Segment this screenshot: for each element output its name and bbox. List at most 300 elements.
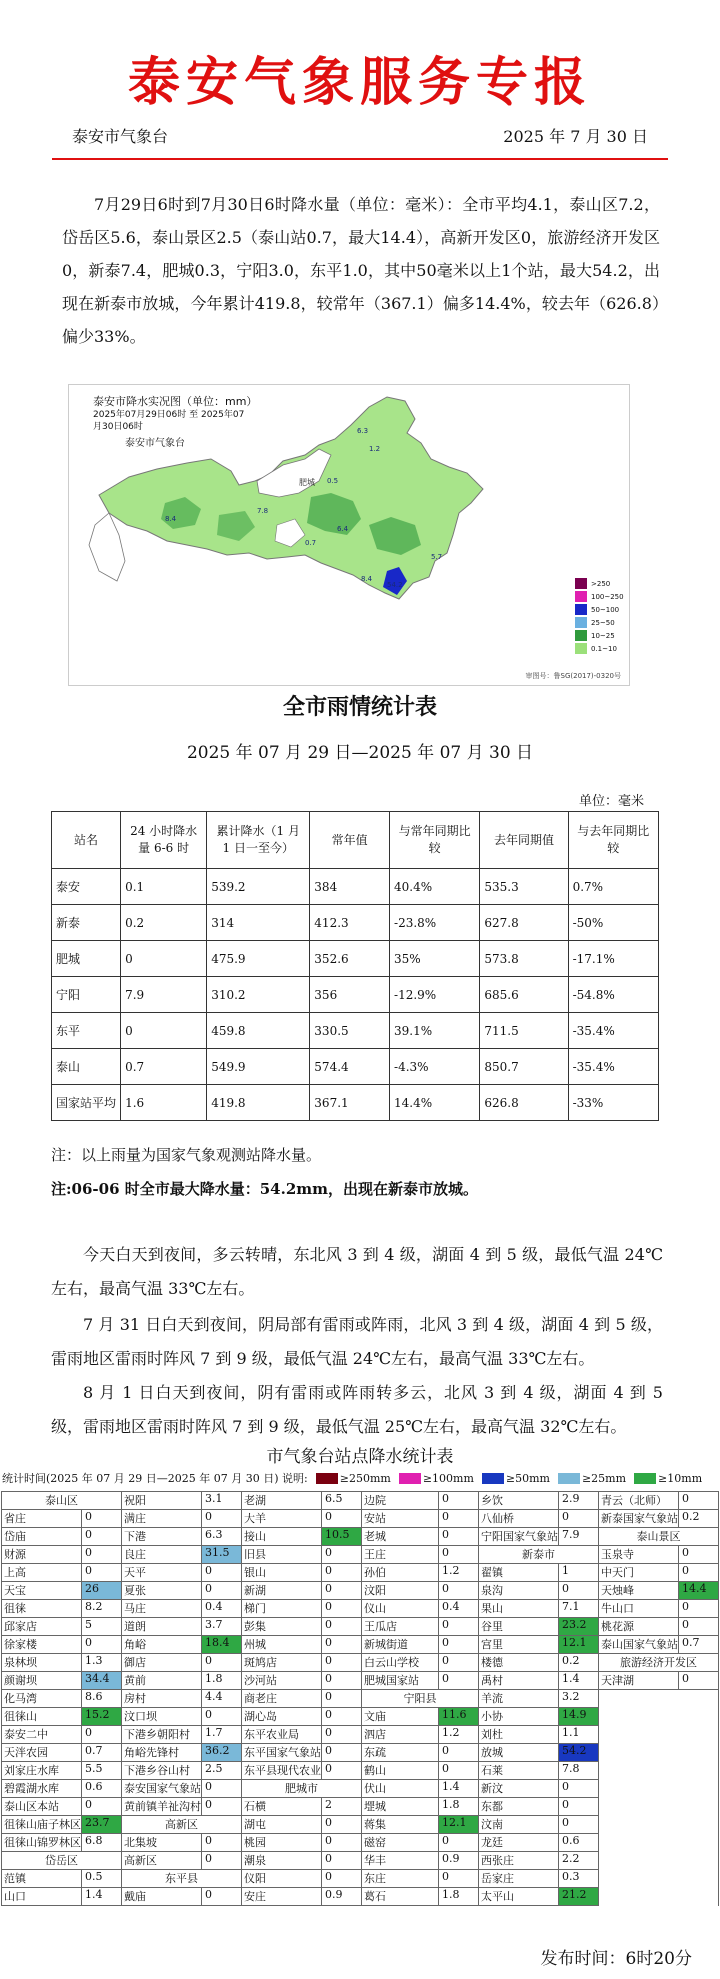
station-table xyxy=(1,1491,719,1906)
station-value: 2 xyxy=(325,1798,332,1811)
station-row xyxy=(479,1870,598,1888)
precip-map xyxy=(68,384,630,686)
rain-table-cell: 新泰 xyxy=(52,905,121,941)
station-name: 天宝 xyxy=(2,1582,82,1599)
station-row xyxy=(122,1690,241,1708)
station-value: 12.1 xyxy=(559,1636,598,1653)
station-name: 颜谢坝 xyxy=(2,1672,82,1689)
map-value-label: 0.7 xyxy=(305,539,317,547)
station-value: 0 xyxy=(205,1708,212,1721)
station-value: 0 xyxy=(325,1654,332,1667)
station-value: 0 xyxy=(442,1528,449,1541)
station-value: 0.5 xyxy=(85,1870,103,1883)
station-name: 化马湾 xyxy=(2,1690,82,1707)
station-name: 汶南 xyxy=(479,1816,559,1833)
station-value: 0 xyxy=(325,1546,332,1559)
station-row xyxy=(242,1528,361,1546)
station-name: 文庙 xyxy=(362,1708,439,1725)
station-row xyxy=(479,1744,598,1762)
rain-table-cell: 40.4% xyxy=(390,869,480,905)
station-value: 0 xyxy=(442,1834,449,1847)
station-row xyxy=(2,1618,121,1636)
station-value: 0.6 xyxy=(85,1780,103,1793)
legend-label: 25~50 xyxy=(591,618,615,627)
station-name: 汶口坝 xyxy=(122,1708,202,1725)
station-row xyxy=(2,1510,121,1528)
station-name: 刘家庄水库 xyxy=(2,1762,82,1779)
legend-swatch xyxy=(575,617,587,628)
station-value: 0.7 xyxy=(85,1744,103,1757)
station-value: 0 xyxy=(442,1870,449,1883)
rain-table-cell: -35.4% xyxy=(568,1013,658,1049)
station-group-label: 肥城市 xyxy=(285,1782,318,1795)
station-column xyxy=(479,1491,599,1906)
station-value: 0 xyxy=(442,1582,449,1595)
station-name: 夏张 xyxy=(122,1582,202,1599)
forecast-today: 今天白天到夜间，多云转晴，东北风 3 到 4 级，湖面 4 到 5 级，最低气温 24℃左右，最高气温 33℃左右。 xyxy=(51,1245,663,1298)
rain-table-header-cell: 站名 xyxy=(52,812,121,869)
rain-table-cell: 泰安 xyxy=(52,869,121,905)
station-name: 新汶 xyxy=(479,1780,559,1797)
station-name: 邱家店 xyxy=(2,1618,82,1635)
station-name: 仪山 xyxy=(362,1600,439,1617)
rain-table-row xyxy=(52,1085,659,1121)
map-value-label: 1.2 xyxy=(369,445,381,453)
map-value-label: 6.4 xyxy=(337,525,349,533)
station-row xyxy=(362,1654,478,1672)
station-name: 接山 xyxy=(242,1528,322,1545)
station-name: 蒋集 xyxy=(362,1816,439,1833)
station-row xyxy=(122,1600,241,1618)
rain-table-cell: 0.2 xyxy=(121,905,207,941)
legend-swatch xyxy=(575,630,587,641)
station-name: 西张庄 xyxy=(479,1852,559,1869)
station-row xyxy=(479,1672,598,1690)
station-group-header xyxy=(479,1546,598,1564)
station-row xyxy=(122,1510,241,1528)
station-name: 马庄 xyxy=(122,1600,202,1617)
station-group-label: 新泰市 xyxy=(522,1548,555,1561)
rain-table-header-cell: 24 小时降水量 6-6 时 xyxy=(121,812,207,869)
station-value: 0 xyxy=(562,1816,569,1829)
station-value: 15.2 xyxy=(82,1708,121,1725)
station-name: 房村 xyxy=(122,1690,202,1707)
station-row xyxy=(479,1816,598,1834)
station-name: 下港乡朝阳村 xyxy=(122,1726,202,1743)
station-row xyxy=(362,1528,478,1546)
station-row xyxy=(242,1582,361,1600)
station-value: 7.8 xyxy=(562,1762,580,1775)
legend-label: 100~250 xyxy=(591,592,624,601)
station-group-header xyxy=(2,1852,121,1870)
station-name: 角峪先锋村 xyxy=(122,1744,202,1761)
station-value: 0.7 xyxy=(682,1636,700,1649)
station-row xyxy=(362,1726,478,1744)
map-time: 2025年07月29日06时 至 2025年07月30日06时 xyxy=(93,410,245,432)
station-value: 0 xyxy=(85,1798,92,1811)
station-column xyxy=(242,1491,362,1906)
station-name: 徂徕山 xyxy=(2,1708,82,1725)
station-row xyxy=(242,1834,361,1852)
rain-table-cell: 711.5 xyxy=(480,1013,568,1049)
station-row xyxy=(122,1888,241,1906)
rain-table-cell: 626.8 xyxy=(480,1085,568,1121)
station-row xyxy=(122,1546,241,1564)
station-name: 潮泉 xyxy=(242,1852,322,1869)
station-row xyxy=(2,1654,121,1672)
rain-table-cell: 574.4 xyxy=(310,1049,390,1085)
rain-table-row xyxy=(52,869,659,905)
station-legend-label: ≥25mm xyxy=(581,1471,627,1485)
station-value: 0.6 xyxy=(562,1834,580,1847)
station-row xyxy=(2,1762,121,1780)
station-row xyxy=(362,1618,478,1636)
rain-table-cell: 549.9 xyxy=(207,1049,310,1085)
station-row xyxy=(242,1816,361,1834)
station-value: 1.1 xyxy=(562,1726,580,1739)
rain-table-cell: 0 xyxy=(121,1013,207,1049)
station-name: 八仙桥 xyxy=(479,1510,559,1527)
station-name: 银山 xyxy=(242,1564,322,1581)
rain-table-date: 2025 年 07 月 29 日—2025 年 07 月 30 日 xyxy=(186,743,534,763)
rain-table-header-cell: 去年同期值 xyxy=(480,812,568,869)
station-value: 0 xyxy=(442,1744,449,1757)
station-value: 7.1 xyxy=(562,1600,580,1613)
station-value: 18.4 xyxy=(202,1636,241,1653)
station-value: 0 xyxy=(325,1510,332,1523)
station-row xyxy=(362,1600,478,1618)
station-row xyxy=(242,1672,361,1690)
station-value: 0 xyxy=(85,1528,92,1541)
station-row xyxy=(2,1744,121,1762)
rain-table-cell: -17.1% xyxy=(568,941,658,977)
station-row xyxy=(242,1564,361,1582)
rain-table-unit: 单位：毫米 xyxy=(578,794,644,809)
rain-table-row xyxy=(52,1013,659,1049)
station-value: 0 xyxy=(442,1618,449,1631)
station-name: 州城 xyxy=(242,1636,322,1653)
station-name: 仪阳 xyxy=(242,1870,322,1887)
station-row xyxy=(599,1672,718,1690)
forecast-aug1: 8 月 1 日白天到夜间，阴有雷雨或阵雨转多云，北风 3 到 4 级，湖面 4 到 5 级，雷雨地区雷雨时阵风 7 到 9 级，最低气温 25℃左右，最高气温 32℃左右。 xyxy=(51,1383,663,1436)
station-row xyxy=(122,1618,241,1636)
station-row xyxy=(599,1546,718,1564)
station-value: 0 xyxy=(562,1798,569,1811)
rain-table-header-cell: 常年值 xyxy=(310,812,390,869)
station-row xyxy=(362,1852,478,1870)
rain-table-cell: 384 xyxy=(310,869,390,905)
station-row xyxy=(242,1762,361,1780)
station-value: 0 xyxy=(325,1726,332,1739)
station-name: 石莱 xyxy=(479,1762,559,1779)
station-name: 天津湖 xyxy=(599,1672,679,1689)
map-value-label: 7.8 xyxy=(257,507,269,515)
station-name: 泰山国家气象站 xyxy=(601,1638,678,1651)
station-name: 王瓜店 xyxy=(362,1618,439,1635)
station-value: 0 xyxy=(442,1762,449,1775)
station-value: 6.8 xyxy=(85,1834,103,1847)
station-row xyxy=(479,1852,598,1870)
map-legend-item xyxy=(575,616,624,629)
station-name: 白云山学校 xyxy=(362,1654,439,1671)
station-row xyxy=(599,1636,718,1654)
station-name: 牛山口 xyxy=(599,1600,679,1617)
precip-summary: 7月29日6时到7月30日6时降水量（单位：毫米）：全市平均4.1，泰山区7.2，岱岳区5.6，泰山景区2.5（泰山站0.7，最大14.4），高新开发区0，旅游经济开发区0，新泰7.4，肥城0.3，宁阳3.0，东平1.0，其中50毫米以上1个站，最大54.2，出现在新泰市放城，今年累计419.8，较常年（367.1）偏多14.4%，较去年（626.8）偏少33%。 xyxy=(62,195,660,346)
station-group-label: 旅游经济开发区 xyxy=(620,1656,697,1669)
rain-table-cell: 7.9 xyxy=(121,977,207,1013)
rain-table xyxy=(51,811,659,1121)
station-legend-swatch xyxy=(634,1473,656,1484)
station-value: 0 xyxy=(562,1780,569,1793)
station-name: 泗店 xyxy=(362,1726,439,1743)
map-value-label: 8.4 xyxy=(165,515,177,523)
station-row xyxy=(242,1510,361,1528)
station-value: 7.9 xyxy=(562,1528,580,1541)
station-value: 11.6 xyxy=(439,1708,478,1725)
station-name: 徂徕 xyxy=(2,1600,82,1617)
rain-table-cell: 310.2 xyxy=(207,977,310,1013)
rain-table-cell: -33% xyxy=(568,1085,658,1121)
station-value: 0.4 xyxy=(205,1600,223,1613)
station-name: 高新区 xyxy=(122,1852,202,1869)
station-value: 0 xyxy=(682,1564,689,1577)
station-name: 黄前镇羊祉沟村 xyxy=(124,1800,201,1813)
station-name: 宁阳国家气象站 xyxy=(481,1530,558,1543)
legend-swatch xyxy=(575,604,587,615)
rain-table-header-row xyxy=(52,812,659,869)
station-column xyxy=(122,1491,242,1906)
station-value: 0 xyxy=(682,1600,689,1613)
station-value: 0 xyxy=(205,1852,212,1865)
station-period: 统计时间(2025 年 07 月 29 日—2025 年 07 月 30 日) 说明: xyxy=(2,1472,308,1485)
station-row xyxy=(2,1528,121,1546)
station-row xyxy=(122,1636,241,1654)
station-row xyxy=(2,1546,121,1564)
station-value: 54.2 xyxy=(559,1744,598,1761)
station-value: 0 xyxy=(682,1492,689,1505)
rain-table-cell: 330.5 xyxy=(310,1013,390,1049)
station-value: 0 xyxy=(325,1672,332,1685)
station-name: 徂徕山锦罗林区 xyxy=(4,1836,81,1849)
station-value: 21.2 xyxy=(559,1888,598,1905)
station-row xyxy=(242,1618,361,1636)
station-row xyxy=(362,1491,478,1510)
station-value: 1.8 xyxy=(442,1798,460,1811)
rain-table-cell: 419.8 xyxy=(207,1085,310,1121)
rain-table-cell: -4.3% xyxy=(390,1049,480,1085)
station-name: 葛石 xyxy=(362,1888,439,1905)
legend-swatch xyxy=(575,591,587,602)
station-name: 太平山 xyxy=(479,1888,559,1905)
station-row xyxy=(2,1672,121,1690)
rain-table-cell: 535.3 xyxy=(480,869,568,905)
station-row xyxy=(242,1491,361,1510)
rain-table-cell: 573.8 xyxy=(480,941,568,977)
station-value: 0 xyxy=(325,1600,332,1613)
station-value: 0 xyxy=(85,1726,92,1739)
station-value: 0 xyxy=(205,1564,212,1577)
rain-table-cell: 14.4% xyxy=(390,1085,480,1121)
station-value: 0 xyxy=(442,1510,449,1523)
station-name: 省庄 xyxy=(2,1510,82,1527)
station-row xyxy=(479,1780,598,1798)
station-value: 0 xyxy=(442,1492,449,1505)
station-name: 羊流 xyxy=(479,1690,559,1707)
station-value: 1.2 xyxy=(442,1726,460,1739)
station-row xyxy=(242,1600,361,1618)
station-value: 0 xyxy=(325,1816,332,1829)
station-legend-label: ≥250mm xyxy=(339,1471,391,1485)
station-value: 8.2 xyxy=(85,1600,103,1613)
rain-table-row xyxy=(52,905,659,941)
station-row xyxy=(2,1708,121,1726)
station-value: 12.1 xyxy=(439,1816,478,1833)
station-row xyxy=(599,1582,718,1600)
rain-table-cell: 35% xyxy=(390,941,480,977)
station-legend-label: ≥10mm xyxy=(658,1471,703,1485)
station-value: 0 xyxy=(205,1780,212,1793)
station-name: 禹村 xyxy=(479,1672,559,1689)
station-name: 岱庙 xyxy=(2,1528,82,1545)
station-value: 0.3 xyxy=(562,1870,580,1883)
station-row xyxy=(479,1564,598,1582)
station-value: 0 xyxy=(325,1636,332,1649)
rain-table-header-cell: 与去年同期比较 xyxy=(568,812,658,869)
rain-table-cell: 367.1 xyxy=(310,1085,390,1121)
station-name: 安站 xyxy=(362,1510,439,1527)
rain-table-cell: -54.8% xyxy=(568,977,658,1013)
station-row xyxy=(122,1708,241,1726)
station-name: 东疏 xyxy=(362,1744,439,1761)
rain-table-title: 全市雨情统计表 xyxy=(282,694,437,720)
station-value: 5 xyxy=(85,1618,92,1631)
station-name: 桃花源 xyxy=(599,1618,679,1635)
map-legend-item xyxy=(575,603,624,616)
station-name: 徐家楼 xyxy=(2,1636,82,1653)
station-name: 梯门 xyxy=(242,1600,322,1617)
station-value: 6.5 xyxy=(325,1492,343,1505)
station-row xyxy=(599,1618,718,1636)
station-name: 泰安二中 xyxy=(2,1726,82,1743)
rain-table-cell: 肥城 xyxy=(52,941,121,977)
station-value: 1.4 xyxy=(562,1672,580,1685)
station-name: 宫里 xyxy=(479,1636,559,1653)
rain-table-cell: 0.7 xyxy=(121,1049,207,1085)
station-name: 伏山 xyxy=(362,1780,439,1797)
station-name: 下港乡谷山村 xyxy=(122,1762,202,1779)
station-legend-swatch xyxy=(399,1473,421,1484)
station-row xyxy=(242,1744,361,1762)
station-row xyxy=(122,1798,241,1816)
station-legend-swatch xyxy=(558,1473,580,1484)
station-row xyxy=(2,1636,121,1654)
station-name: 乡饮 xyxy=(479,1492,559,1509)
station-group-label: 泰山景区 xyxy=(636,1530,681,1543)
station-name: 果山 xyxy=(479,1600,559,1617)
station-value: 0 xyxy=(325,1762,332,1775)
station-value: 0 xyxy=(85,1564,92,1577)
rain-table-cell: 475.9 xyxy=(207,941,310,977)
station-row xyxy=(362,1636,478,1654)
rain-table-cell: 0 xyxy=(121,941,207,977)
station-row xyxy=(242,1870,361,1888)
header-rule xyxy=(52,158,668,160)
station-value: 36.2 xyxy=(202,1744,241,1761)
station-value: 0 xyxy=(205,1582,212,1595)
station-row xyxy=(479,1618,598,1636)
station-name: 斑鸠店 xyxy=(242,1654,322,1671)
map-value-label: 6.3 xyxy=(357,427,369,435)
station-row xyxy=(479,1636,598,1654)
station-row xyxy=(2,1780,121,1798)
station-row xyxy=(599,1564,718,1582)
station-value: 0 xyxy=(325,1744,332,1757)
station-value: 31.5 xyxy=(202,1546,241,1563)
station-name: 天泮农园 xyxy=(2,1744,82,1761)
map-value-label: 5.7 xyxy=(431,553,443,561)
station-name: 戴庙 xyxy=(122,1888,202,1905)
station-row xyxy=(2,1600,121,1618)
station-group-header xyxy=(2,1491,121,1510)
station-value: 0 xyxy=(682,1672,689,1685)
station-name: 玉泉寺 xyxy=(599,1546,679,1563)
station-name: 泉沟 xyxy=(479,1582,559,1599)
issuing-org: 泰安市气象台 xyxy=(72,127,169,146)
map-legend-item xyxy=(575,577,624,590)
rain-table-cell: 314 xyxy=(207,905,310,941)
station-name: 汶阳 xyxy=(362,1582,439,1599)
station-name: 刘杜 xyxy=(479,1726,559,1743)
station-value: 0 xyxy=(442,1636,449,1649)
station-value: 0 xyxy=(325,1690,332,1703)
station-value: 0 xyxy=(562,1582,569,1595)
station-row xyxy=(122,1528,241,1546)
station-value: 1.3 xyxy=(85,1654,103,1667)
station-row xyxy=(122,1780,241,1798)
station-name: 黄前 xyxy=(122,1672,202,1689)
station-row xyxy=(362,1672,478,1690)
rain-table-cell: 627.8 xyxy=(480,905,568,941)
rain-table-cell: 0.7% xyxy=(568,869,658,905)
station-value: 0 xyxy=(442,1546,449,1559)
station-value: 0 xyxy=(85,1636,92,1649)
station-row xyxy=(242,1798,361,1816)
station-name: 彭集 xyxy=(242,1618,322,1635)
station-name: 新泰国家气象站 xyxy=(601,1512,678,1525)
station-group-label: 泰山区 xyxy=(45,1494,78,1507)
station-value: 0 xyxy=(85,1510,92,1523)
station-group-header xyxy=(362,1690,478,1708)
station-row xyxy=(479,1510,598,1528)
map-title: 泰安市降水实况图（单位：mm） xyxy=(93,395,258,408)
station-name: 大羊 xyxy=(242,1510,322,1527)
rain-table-cell: 459.8 xyxy=(207,1013,310,1049)
station-row xyxy=(242,1888,361,1906)
station-row xyxy=(2,1726,121,1744)
station-name: 角峪 xyxy=(122,1636,202,1653)
station-legend-label: ≥100mm xyxy=(422,1471,474,1485)
rain-table-row xyxy=(52,941,659,977)
rain-table-row xyxy=(52,1049,659,1085)
note-1: 注：以上雨量为国家气象观测站降水量。 xyxy=(51,1146,322,1164)
station-row xyxy=(242,1708,361,1726)
station-value: 0 xyxy=(325,1852,332,1865)
station-group-header xyxy=(599,1654,718,1672)
station-name: 御店 xyxy=(122,1654,202,1671)
station-value: 2.5 xyxy=(205,1762,223,1775)
station-value: 0 xyxy=(562,1510,569,1523)
station-row xyxy=(599,1600,718,1618)
